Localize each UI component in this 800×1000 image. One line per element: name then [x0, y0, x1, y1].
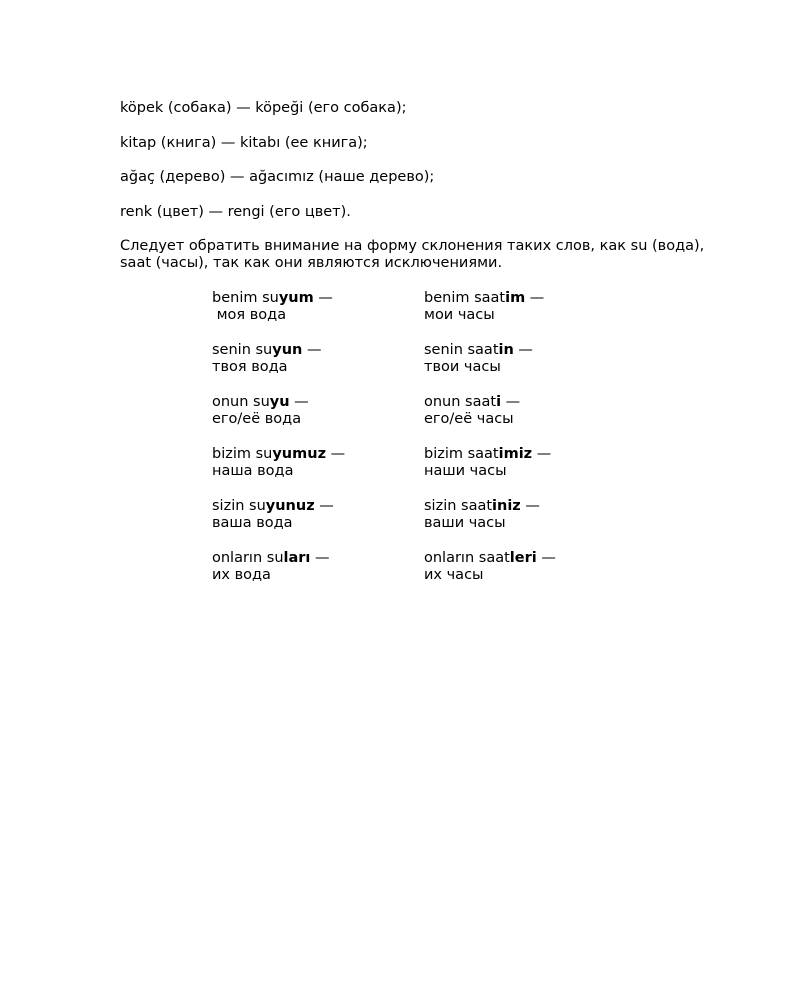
translation: твои часы — [424, 359, 501, 375]
su-form-entry: senin suyun — твоя вода — [212, 342, 322, 375]
suffix: yum — [278, 290, 314, 306]
su-declension-column — [212, 290, 345, 602]
translation: его/её вода — [212, 411, 302, 427]
suffix: leri — [509, 550, 537, 566]
example-line: köpek (собака) — köpeği (его собака); — [120, 100, 407, 116]
translation: ваши часы — [424, 515, 506, 531]
su-form-entry: bizim suyumuz — наша вода — [212, 446, 346, 479]
example-line: kitap (книга) — kitabı (ее книга); — [120, 135, 368, 151]
suffix: ları — [283, 550, 311, 566]
translation: твоя вода — [212, 359, 288, 375]
translation: его/её часы — [424, 411, 514, 427]
saat-form-entry: benim saatim — мои часы — [424, 290, 545, 323]
example-line: renk (цвет) — rengi (его цвет). — [120, 204, 351, 220]
suffix: im — [505, 290, 526, 306]
su-form-entry: benim suyum — моя вода — [212, 290, 333, 323]
translation: мои часы — [424, 307, 495, 323]
suffix: yun — [272, 342, 303, 358]
translation: наша вода — [212, 463, 294, 479]
suffix: yumuz — [272, 446, 327, 462]
saat-form-entry: bizim saatimiz — наши часы — [424, 446, 552, 479]
saat-form-entry: sizin saatiniz — ваши часы — [424, 498, 540, 531]
suffix: yu — [269, 394, 290, 410]
suffix: i — [496, 394, 502, 410]
su-form-entry: sizin suyunuz — ваша вода — [212, 498, 334, 531]
saat-declension-column — [424, 290, 556, 602]
suffix: in — [498, 342, 514, 358]
suffix: imiz — [498, 446, 533, 462]
su-form-entry: onların suları — их вода — [212, 550, 330, 583]
suffix: yunuz — [265, 498, 315, 514]
translation: ваша вода — [212, 515, 293, 531]
exception-note: Следует обратить внимание на форму склонения таких слов, как su (вода), saat (часы), так как они являются исключениями. — [120, 238, 705, 271]
saat-form-entry: onun saati — его/её часы — [424, 394, 521, 427]
saat-form-entry: onların saatleri — их часы — [424, 550, 556, 583]
translation: их вода — [212, 567, 271, 583]
translation: моя вода — [212, 307, 287, 323]
example-line: ağaç (дерево) — ağacımız (наше дерево); — [120, 169, 435, 185]
translation: наши часы — [424, 463, 507, 479]
saat-form-entry: senin saatin — твои часы — [424, 342, 533, 375]
translation: их часы — [424, 567, 484, 583]
su-form-entry: onun suyu — его/её вода — [212, 394, 309, 427]
suffix: iniz — [492, 498, 521, 514]
